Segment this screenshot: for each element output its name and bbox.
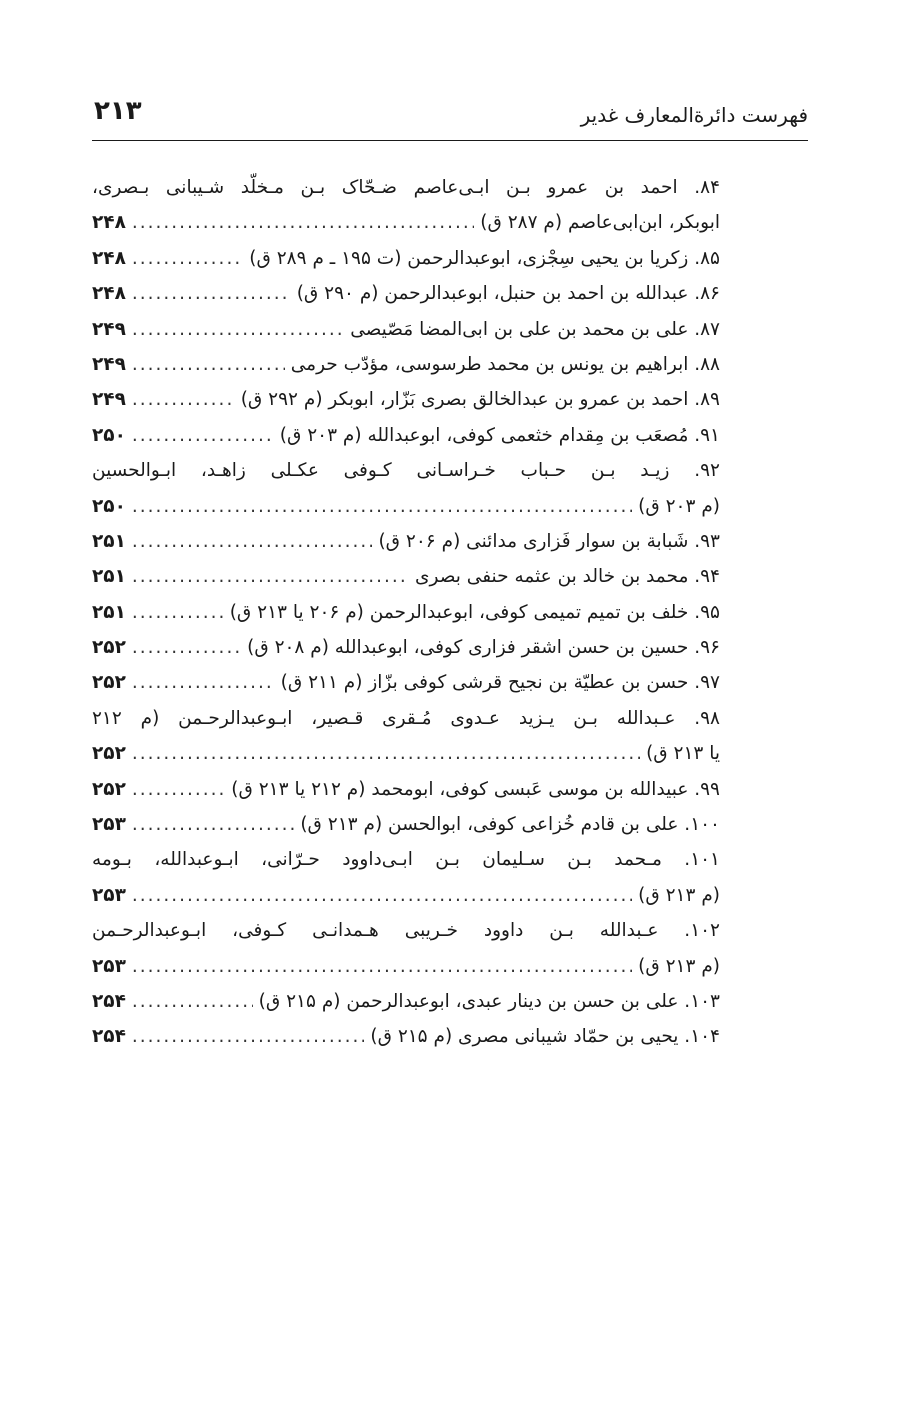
toc-page-number: ۲۴۹ <box>92 353 126 375</box>
toc-page-number: ۲۵۰ <box>92 424 126 446</box>
dot-leader <box>132 595 224 630</box>
toc-entry-text: ۸۹. احمد بن عمرو بن عبدالخالق بصری بَزّار، ابوبکر (م ۲۹۲ ق) <box>240 389 720 411</box>
toc-line <box>92 630 720 665</box>
toc-line <box>92 772 720 807</box>
toc-entry-text: (م ۲۱۳ ق) <box>638 884 720 906</box>
toc-page-number: ۲۵۱ <box>92 601 126 623</box>
dot-leader <box>132 524 373 559</box>
toc-entry-text: ۹۷. حسن بن عطیّة بن نجیح قرشی کوفی بزّاز (م ۲۱۱ ق) <box>280 672 720 694</box>
dot-leader <box>132 559 409 594</box>
toc-page-number: ۲۵۲ <box>92 778 126 800</box>
dot-leader <box>132 807 294 842</box>
dot-leader <box>132 630 241 665</box>
toc-page-number: ۲۴۹ <box>92 318 126 340</box>
toc-entry-text: ۱۰۰. علی بن قادم خُزاعی کوفی، ابوالحسن (م ۲۱۳ ق) <box>300 814 720 836</box>
dot-leader <box>132 312 344 347</box>
toc-line <box>92 984 720 1019</box>
toc-page-number: ۲۵۰ <box>92 495 126 517</box>
toc-line <box>92 665 720 700</box>
dot-leader <box>132 347 285 382</box>
toc-line <box>92 347 720 382</box>
toc-line <box>92 595 720 630</box>
toc-entry-text: ۹۱. مُصعَب بن مِقدام خثعمی کوفی، ابوعبدالله (م ۲۰۳ ق) <box>279 424 720 446</box>
dot-leader <box>132 418 274 453</box>
dot-leader <box>132 489 632 524</box>
toc-entry-text: ۱۰۴. یحیی بن حمّاد شیبانی مصری (م ۲۱۵ ق) <box>370 1026 720 1048</box>
toc-entry-text: ۹۲. زیـد بـن حـباب خـراسـانی کـوفی عکـلی زاهـد، ابـوالحسین <box>92 460 720 482</box>
dot-leader <box>132 949 632 984</box>
toc-page-number: ۲۵۲ <box>92 637 126 659</box>
toc-entry-text: ۸۷. علی بن محمد بن علی بن ابی‌المضا مَصّیصی <box>350 318 720 340</box>
toc-entry-text: ۱۰۳. علی بن حسن بن دینار عبدی، ابوعبدالرحمن (م ۲۱۵ ق) <box>258 990 720 1012</box>
page-number: ۲۱۳ <box>94 96 142 126</box>
toc-line <box>92 913 720 948</box>
toc-line <box>92 736 720 771</box>
toc-entry-text: ۱۰۱. مـحمد بـن سـلیمان بـن ابـی‌داوود حـرّانی، ابـوعبدالله، بـومه <box>92 849 720 871</box>
toc-page-number: ۲۵۳ <box>92 884 126 906</box>
toc-entry-text: ۸۴. احمد بن عمرو بـن ابـی‌عاصم ضـحّاک بـن مـخلّد شـیبانی بـصری، <box>92 177 720 198</box>
toc-line <box>92 559 720 594</box>
toc-line <box>92 524 720 559</box>
toc-entry-text: (م ۲۰۳ ق) <box>638 495 720 517</box>
dot-leader <box>132 984 253 1019</box>
toc-line <box>92 276 720 311</box>
dot-leader <box>132 276 291 311</box>
toc-page-number: ۲۴۹ <box>92 389 126 411</box>
toc-page-number: ۲۵۲ <box>92 672 126 694</box>
running-header <box>92 92 808 141</box>
toc-line <box>92 878 720 913</box>
dot-leader <box>132 878 632 913</box>
dot-leader <box>132 1019 364 1054</box>
toc-line <box>92 842 720 877</box>
toc-entry-text: ۹۹. عبیدالله بن موسی عَبسی کوفی، ابومحمد (م ۲۱۲ یا ۲۱۳ ق) <box>231 778 720 800</box>
toc-page-number: ۲۵۱ <box>92 530 126 552</box>
toc-entry-text: ۹۸. عـبدالله بـن یـزید عـدوی مُـقری قـصیر، ابـوعبدالرحـمن (م ۲۱۲ <box>92 707 720 729</box>
dot-leader <box>132 772 225 807</box>
toc-entry-text: ۸۵. زکریا بن یحیی سِجْزی، ابوعبدالرحمن (ت ۱۹۵ ـ م ۲۸۹ ق) <box>249 247 720 269</box>
dot-leader <box>132 241 243 276</box>
toc-entry-text: یا ۲۱۳ ق) <box>646 743 720 765</box>
toc-page-number: ۲۵۴ <box>92 1026 126 1048</box>
toc-page-number: ۲۵۳ <box>92 955 126 977</box>
toc-page-number: ۲۵۱ <box>92 566 126 588</box>
toc-page-number: ۲۴۸ <box>92 283 126 305</box>
toc-entry-text: ابوبکر، ابن‌ابی‌عاصم (م ۲۸۷ ق) <box>480 212 720 234</box>
toc-line <box>92 453 720 488</box>
toc-line <box>92 170 720 205</box>
toc-entry-text: ۹۳. شَبابة بن سوار فَزاری مدائنی (م ۲۰۶ ق) <box>378 530 720 552</box>
toc-entry-text: ۹۴. محمد بن خالد بن عثمه حنفی بصری <box>415 566 720 588</box>
toc-line <box>92 701 720 736</box>
toc-line <box>92 241 720 276</box>
toc-line <box>92 807 720 842</box>
book-title: فهرست دائرة‌المعارف غدیر <box>580 103 808 127</box>
toc-line <box>92 949 720 984</box>
toc-page-number: ۲۵۴ <box>92 990 126 1012</box>
toc-entry-text: (م ۲۱۳ ق) <box>638 955 720 977</box>
dot-leader <box>132 736 640 771</box>
toc-entry-text: ۱۰۲. عـبدالله بـن داوود خـریبی هـمدانـی کـوفی، ابـوعبدالرحـمن <box>92 920 720 942</box>
toc-entry-text: ۸۸. ابراهیم بن یونس بن محمد طرسوسی، مؤدّب حرمی <box>290 353 720 375</box>
dot-leader <box>132 382 235 417</box>
toc-page-number: ۲۵۲ <box>92 743 126 765</box>
toc-line <box>92 1019 720 1054</box>
toc-line <box>92 489 720 524</box>
toc-line <box>92 418 720 453</box>
toc-line <box>92 312 720 347</box>
table-of-contents <box>92 170 720 1055</box>
toc-page-number: ۲۵۳ <box>92 814 126 836</box>
toc-line <box>92 382 720 417</box>
toc-page-number: ۲۴۸ <box>92 212 126 234</box>
dot-leader <box>132 205 474 240</box>
dot-leader <box>132 665 275 700</box>
toc-entry-text: ۹۶. حسین بن حسن اشقر فزاری کوفی، ابوعبدالله (م ۲۰۸ ق) <box>247 637 720 659</box>
toc-entry-text: ۹۵. خلف بن تمیم تمیمی کوفی، ابوعبدالرحمن (م ۲۰۶ یا ۲۱۳ ق) <box>229 601 720 623</box>
toc-page-number: ۲۴۸ <box>92 247 126 269</box>
toc-line <box>92 205 720 240</box>
toc-entry-text: ۸۶. عبدالله بن احمد بن حنبل، ابوعبدالرحمن (م ۲۹۰ ق) <box>296 283 720 305</box>
